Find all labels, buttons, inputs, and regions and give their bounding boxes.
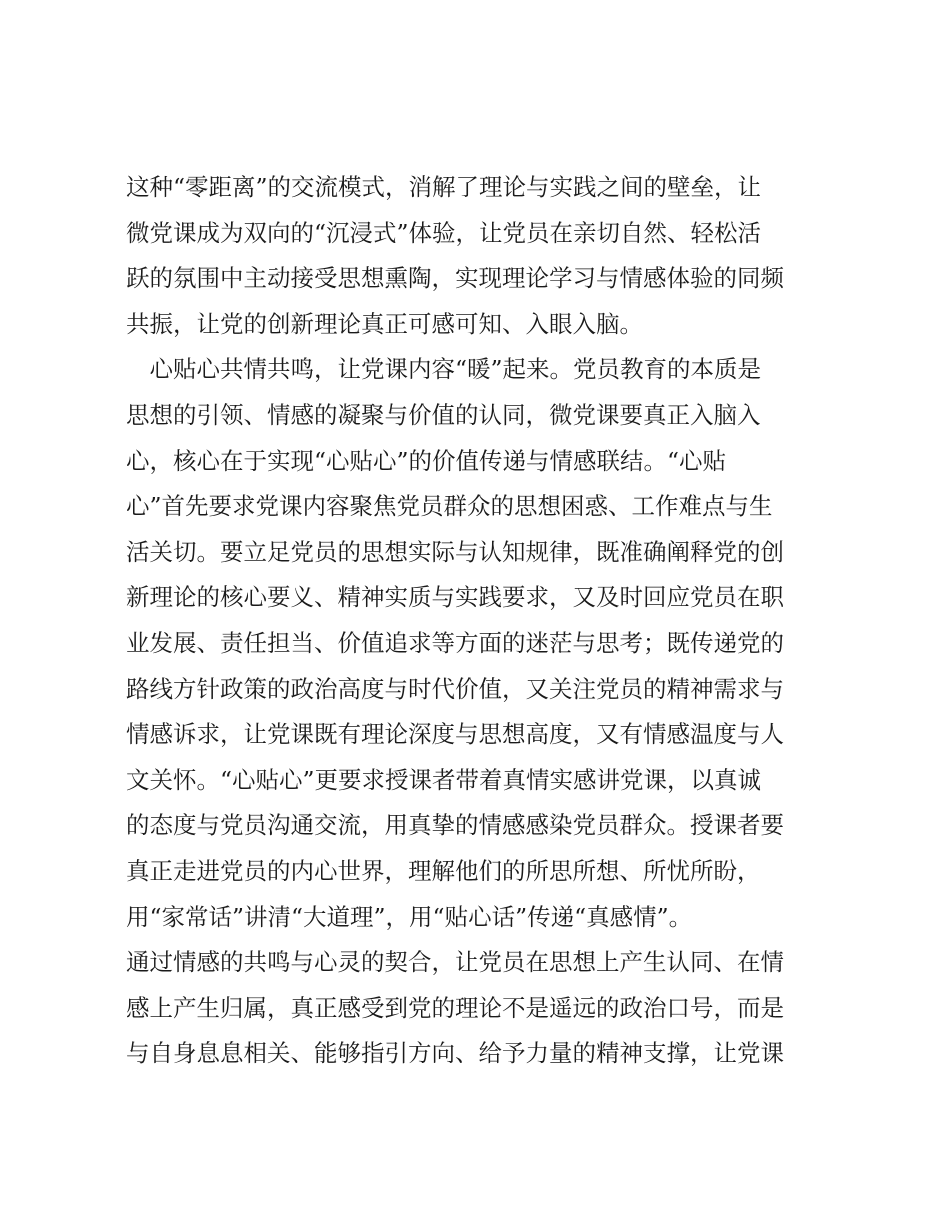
text-line: 的态度与党员沟通交流，用真挚的情感感染党员群众。授课者要 (126, 811, 784, 840)
text-line: 感上产生归属，真正感受到党的理论不是遥远的政治口号，而是 (126, 993, 784, 1022)
text-line: 与自身息息相关、能够指引方向、给予力量的精神支撑，让党课 (126, 1039, 784, 1068)
text-line: 情感诉求，让党课既有理论深度与思想高度，又有情感温度与人 (126, 720, 784, 749)
text-line: 这种“零距离”的交流模式，消解了理论与实践之间的壁垒，让 (126, 173, 762, 201)
body-text (126, 165, 836, 1077)
text-line: 文关怀。“心贴心”更要求授课者带着真情实感讲党课，以真诚 (126, 765, 762, 794)
text-line: 真正走进党员的内心世界，理解他们的所思所想、所忧所盼， (126, 856, 761, 885)
paragraph-start-line: 心贴心共情共鸣，让党课内容“暖”起来。党员教育的本质是 (126, 355, 762, 384)
text-line: 活关切。要立足党员的思想实际与认知规律，既准确阐释党的创 (126, 537, 784, 566)
text-line: 新理论的核心要义、精神实质与实践要求，又及时回应党员在职 (126, 583, 784, 612)
text-line: 微党课成为双向的“沉浸式”体验，让党员在亲切自然、轻松活 (126, 218, 762, 247)
text-line: 通过情感的共鸣与心灵的契合，让党员在思想上产生认同、在情 (126, 948, 784, 977)
text-line: 业发展、责任担当、价值追求等方面的迷茫与思考；既传递党的 (126, 628, 784, 657)
text-line: 路线方针政策的政治高度与时代价值，又关注党员的精神需求与 (126, 674, 784, 703)
text-line: 用“家常话”讲清“大道理”，用“贴心话”传递“真感情”。 (126, 902, 693, 931)
text-line: 跃的氛围中主动接受思想熏陶，实现理论学习与情感体验的同频 (126, 264, 784, 293)
text-line: 思想的引领、情感的凝聚与价值的认同，微党课要真正入脑入 (126, 400, 761, 429)
text-line: 心”首先要求党课内容聚焦党员群众的思想困惑、工作难点与生 (126, 492, 773, 521)
text-line: 心，核心在于实现“心贴心”的价值传递与情感联结。“心贴 (126, 446, 727, 475)
text-line: 共振，让党的创新理论真正可感可知、入眼入脑。 (126, 309, 643, 338)
